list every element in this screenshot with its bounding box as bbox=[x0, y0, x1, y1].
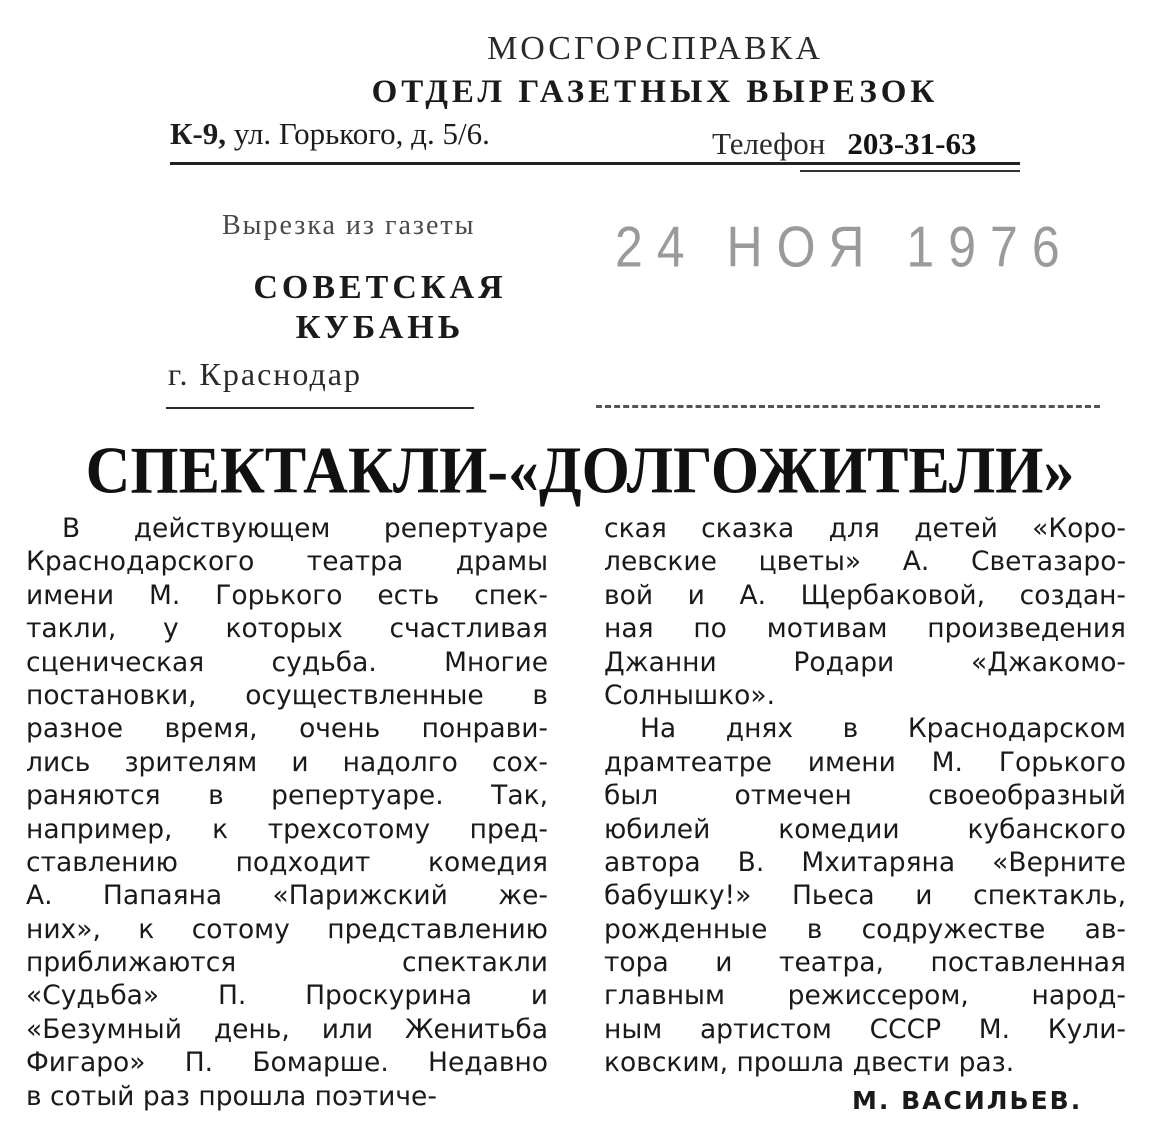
clipping-label: Вырезка из газеты bbox=[222, 210, 476, 241]
article-line: ставлению подходит комедия bbox=[26, 846, 548, 878]
newspaper-name-line1: СОВЕТСКАЯ bbox=[253, 269, 507, 306]
article-column-left bbox=[26, 512, 548, 1113]
date-stamp: 24 НОЯ 1976 bbox=[615, 214, 1074, 280]
article-line: имени М. Горького есть спек- bbox=[26, 579, 548, 611]
article-headline: СПЕКТАКЛИ-«ДОЛГОЖИТЕЛИ» bbox=[85, 434, 1075, 508]
address-text: ул. Горького, д. 5/6. bbox=[233, 116, 490, 151]
newspaper-name bbox=[240, 268, 520, 348]
city-underline bbox=[166, 407, 474, 409]
newspaper-name-line2: КУБАНЬ bbox=[295, 309, 465, 346]
article-line: юбилей комедии кубанского bbox=[604, 813, 1126, 845]
organization-name: МОСГОРСПРАВКА bbox=[487, 30, 823, 67]
article-line: драмтеатре имени М. Горького bbox=[604, 746, 1126, 778]
article-line: например, к трехсотому пред- bbox=[26, 813, 548, 845]
article-line: ская сказка для детей «Коро- bbox=[604, 513, 1126, 544]
header-divider-secondary bbox=[800, 170, 1020, 172]
article-line: «Безумный день, или Женитьба bbox=[26, 1013, 548, 1045]
department-name: ОТДЕЛ ГАЗЕТНЫХ ВЫРЕЗОК bbox=[371, 74, 939, 110]
article-line: Джанни Родари «Джакомо- bbox=[604, 646, 1126, 678]
article-line: приближаются спектакли bbox=[26, 947, 548, 979]
article-line: постановки, осуществленные в bbox=[26, 679, 548, 711]
article-line: А. Папаяна «Парижский же- bbox=[26, 880, 548, 912]
article-line: автора В. Мхитаряна «Верните bbox=[604, 846, 1126, 878]
article-line: был отмечен своеобразный bbox=[604, 780, 1126, 812]
article-line: бабушку!» Пьеса и спектакль, bbox=[604, 880, 1126, 912]
article-line: разное время, очень понрави- bbox=[26, 713, 548, 745]
article-line: лись зрителям и надолго сох- bbox=[26, 746, 548, 778]
article-line: них», к сотому представлению bbox=[26, 913, 548, 945]
article-line: В действующем репертуаре bbox=[62, 513, 548, 544]
article-line: ным артистом СССР М. Кули- bbox=[604, 1013, 1126, 1045]
article-line: такли, у которых счастливая bbox=[26, 613, 548, 645]
address-line bbox=[170, 116, 490, 152]
article-line: ковским, прошла двести раз. bbox=[604, 1047, 1015, 1079]
article-line: главным режиссером, народ- bbox=[604, 980, 1126, 1012]
header-divider bbox=[170, 162, 1020, 165]
article-line: рожденные в содружестве ав- bbox=[604, 913, 1126, 945]
dashed-divider bbox=[596, 405, 1100, 408]
phone-line bbox=[712, 126, 976, 162]
article-signature: М. ВАСИЛЬЕВ. bbox=[852, 1086, 1083, 1115]
address-code: К-9, bbox=[170, 116, 227, 151]
phone-label: Телефон bbox=[712, 126, 826, 161]
phone-number: 203-31-63 bbox=[847, 126, 977, 161]
article-line: «Судьба» П. Проскурина и bbox=[26, 980, 548, 1012]
article-line: Солнышко». bbox=[604, 679, 776, 711]
article-line: Фигаро» П. Бомарше. Недавно bbox=[26, 1047, 548, 1079]
article-line: в сотый раз прошла поэтиче- bbox=[26, 1080, 437, 1112]
article-line: Краснодарского театра драмы bbox=[26, 546, 548, 578]
article-line: раняются в репертуаре. Так, bbox=[26, 780, 548, 812]
article-line: тора и театра, поставленная bbox=[604, 947, 1126, 979]
article-line: левские цветы» А. Светазаро- bbox=[604, 546, 1126, 578]
city-name: г. Краснодар bbox=[168, 356, 362, 392]
article-line: На днях в Краснодарском bbox=[640, 713, 1126, 745]
article-line: вой и А. Щербаковой, создан- bbox=[604, 579, 1126, 611]
article-line: сценическая судьба. Многие bbox=[26, 646, 548, 678]
article-column-right bbox=[604, 512, 1126, 1080]
article-line: ная по мотивам произведения bbox=[604, 613, 1126, 645]
